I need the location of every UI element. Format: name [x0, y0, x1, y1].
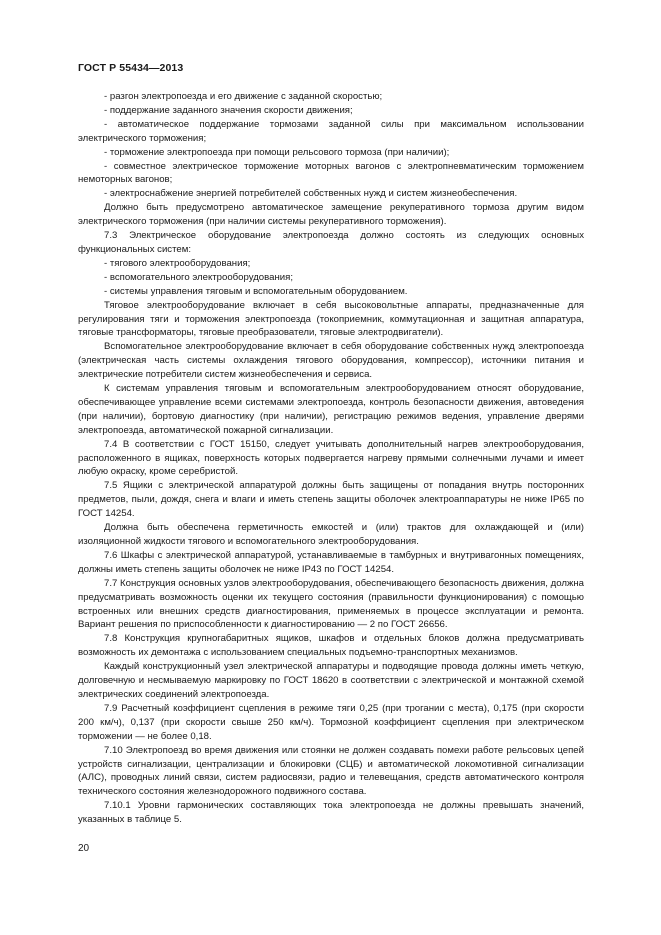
paragraph: 7.7 Конструкция основных узлов электрооборудования, обеспечивающего безопасность движения, должна предусматривать возможность оценки их текущего состояния (правильности функционирования) с помощью встроенных или внешних средств диагностирования, применяемых в процессе эксплуатации и ремонта. Вариант решения по приспособленности к диагностированию — 2 по ГОСТ 26656. — [78, 577, 584, 631]
paragraph: 7.3 Электрическое оборудование электропоезда должно состоять из следующих основных функциональных систем: — [78, 230, 584, 255]
paragraph: Должна быть обеспечена герметичность емкостей и (или) трактов для охлаждающей и (или) изоляционной жидкости тягового и вспомогательного электрооборудования. — [78, 522, 584, 547]
paragraph: - электроснабжение энергией потребителей собственных нужд и систем жизнеобеспечения. — [104, 188, 518, 200]
paragraph: - вспомогательного электрооборудования; — [104, 271, 293, 283]
paragraph: Вспомогательное электрооборудование включает в себя оборудование собственных нужд электропоезда (электрическая часть системы охлаждения тягового оборудования, компрессор), источники питания и электрические потребители систем жизнеобеспечения и сервиса. — [78, 341, 584, 381]
paragraph: Каждый конструкционный узел электрической аппаратуры и подводящие провода должны иметь четкую, долговечную и несмываемую маркировку по ГОСТ 18620 в соответствии с электрической и монтажной схемой электрических соединений электропоезда. — [78, 661, 584, 700]
page-number: 20 — [78, 843, 90, 854]
paragraph: 7.9 Расчетный коэффициент сцепления в режиме тяги 0,25 (при трогании с места), 0,175 (при скорости 200 км/ч), 0,137 (при скорости свыше 250 км/ч). Тормозной коэффициент сцепления при электрическом торможении — не более 0,18. — [78, 702, 584, 742]
paragraph: 7.6 Шкафы с электрической аппаратурой, устанавливаемые в тамбурных и внутривагонных помещениях, должны иметь степень защиты оболочек не ниже IP43 по ГОСТ 14254. — [78, 549, 584, 575]
document-body — [78, 90, 584, 827]
paragraph: 7.10.1 Уровни гармонических составляющих тока электропоезда не должны превышать значений, указанных в таблице 5. — [78, 800, 584, 826]
paragraph: - торможение электропоезда при помощи рельсового тормоза (при наличии); — [104, 146, 450, 158]
paragraph: К системам управления тяговым и вспомогательным электрооборудованием относят оборудование, обеспечивающее управление всеми системами электропоезда, контроль безопасности движения, автоведения (при наличии), бортовую диагностику (при наличии), регистрацию режимов ведения, управление дверями электропоезда, автоматической пожарной сигнализации. — [78, 383, 584, 436]
paragraph: 7.10 Электропоезд во время движения или стоянки не должен создавать помехи работе рельсовых цепей устройств сигнализации, централизации и блокировки (СЦБ) и автоматической локомотивной сигнализации (АЛС), проводных линий связи, систем радиосвязи, радио и телевещания, средств автоматического контроля технического состояния железнодорожного подвижного состава. — [78, 744, 584, 798]
paragraph: - разгон электропоезда и его движение с заданной скоростью; — [104, 91, 383, 102]
paragraph: Должно быть предусмотрено автоматическое замещение рекуперативного тормоза другим видом электрического торможения (при наличии системы рекуперативного торможения). — [78, 202, 584, 228]
paragraph: - совместное электрическое торможение моторных вагонов с электропневматическим торможением немоторных вагонов; — [78, 160, 584, 186]
paragraph: - тягового электрооборудования; — [104, 257, 251, 269]
paragraph: 7.5 Ящики с электрической аппаратурой должны быть защищены от попадания внутрь посторонних предметов, пыли, дождя, снега и влаги и иметь степень защиты оболочек электроаппаратуры не ниже IP65 по ГОСТ 14254. — [78, 480, 584, 520]
paragraph: - поддержание заданного значения скорости движения; — [104, 104, 353, 116]
paragraph: Тяговое электрооборудование включает в себя высоковольтные аппараты, предназначенные для регулирования тяги и торможения электропоезда (токоприемник, коммутационная и защитная аппаратура, тяговые трансформаторы, тяговые преобразователи, тяговые электродвигатели). — [78, 299, 584, 339]
paragraph: 7.4 В соответствии с ГОСТ 15150, следует учитывать дополнительный нагрев электрооборудования, расположенного в ящиках, поверхность которых подвергается нагреву прямыми солнечными лучами и имеет любую окраску, кроме серебристой. — [78, 438, 584, 478]
paragraph: 7.8 Конструкция крупногабаритных ящиков, шкафов и отдельных блоков должна предусматривать возможность их демонтажа с использованием специальных подъемно-транспортных механизмов. — [78, 633, 584, 659]
paragraph: - системы управления тяговым и вспомогательным оборудованием. — [104, 285, 408, 297]
document-header: ГОСТ Р 55434—2013 — [78, 62, 184, 74]
paragraph: - автоматическое поддержание тормозами заданной силы при максимальном использовании электрического торможения; — [78, 118, 584, 144]
